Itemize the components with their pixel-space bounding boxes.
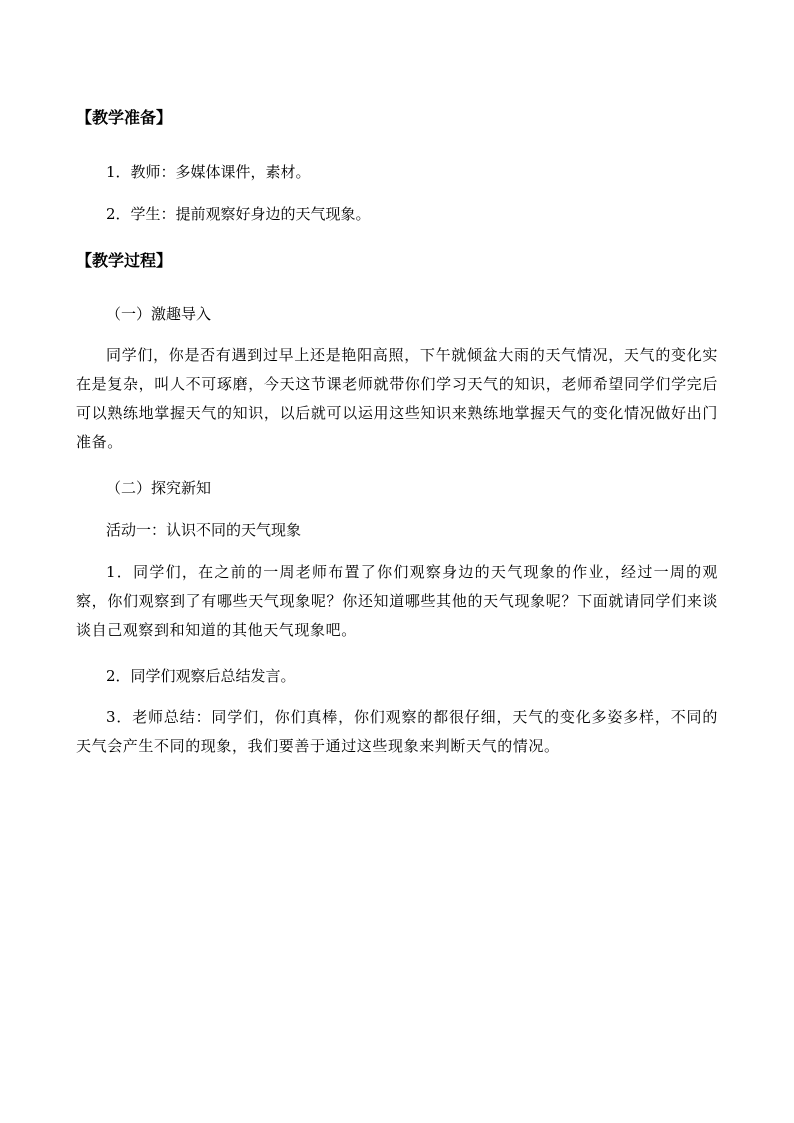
section-heading-teaching-prep: 【教学准备】 [76,108,173,127]
section-heading-teaching-process: 【教学过程】 [76,251,173,270]
prep-item-teacher: 1．教师：多媒体课件，素材。 [106,163,311,181]
part-title-intro: （一）激趣导入 [106,305,212,323]
part-title-explore: （二）探究新知 [106,479,212,497]
activity-step-3: 3．老师总结：同学们，你们真棒，你们观察的都很仔细，天气的变化多姿多样，不同的天气会产生不同的现象，我们要善于通过这些现象来判断天气的情况。 [76,708,718,755]
activity-step-1: 1．同学们，在之前的一周老师布置了你们观察身边的天气现象的作业，经过一周的观察，你们观察到了有哪些天气现象呢？你还知道哪些其他的天气现象呢？下面就请同学们来谈谈自己观察到和知道的其他天气现象吧。 [76,563,718,639]
activity-title: 活动一：认识不同的天气现象 [106,521,302,539]
activity-step-2: 2．同学们观察后总结发言。 [106,667,296,685]
prep-item-student: 2．学生：提前观察好身边的天气现象。 [106,205,371,223]
intro-paragraph: 同学们，你是否有遇到过早上还是艳阳高照，下午就倾盆大雨的天气情况，天气的变化实在是复杂，叫人不可琢磨，今天这节课老师就带你们学习天气的知识，老师希望同学们学完后可以熟练地掌握天气的知识，以后就可以运用这些知识来熟练地掌握天气的变化情况做好出门准备。 [76,346,718,451]
